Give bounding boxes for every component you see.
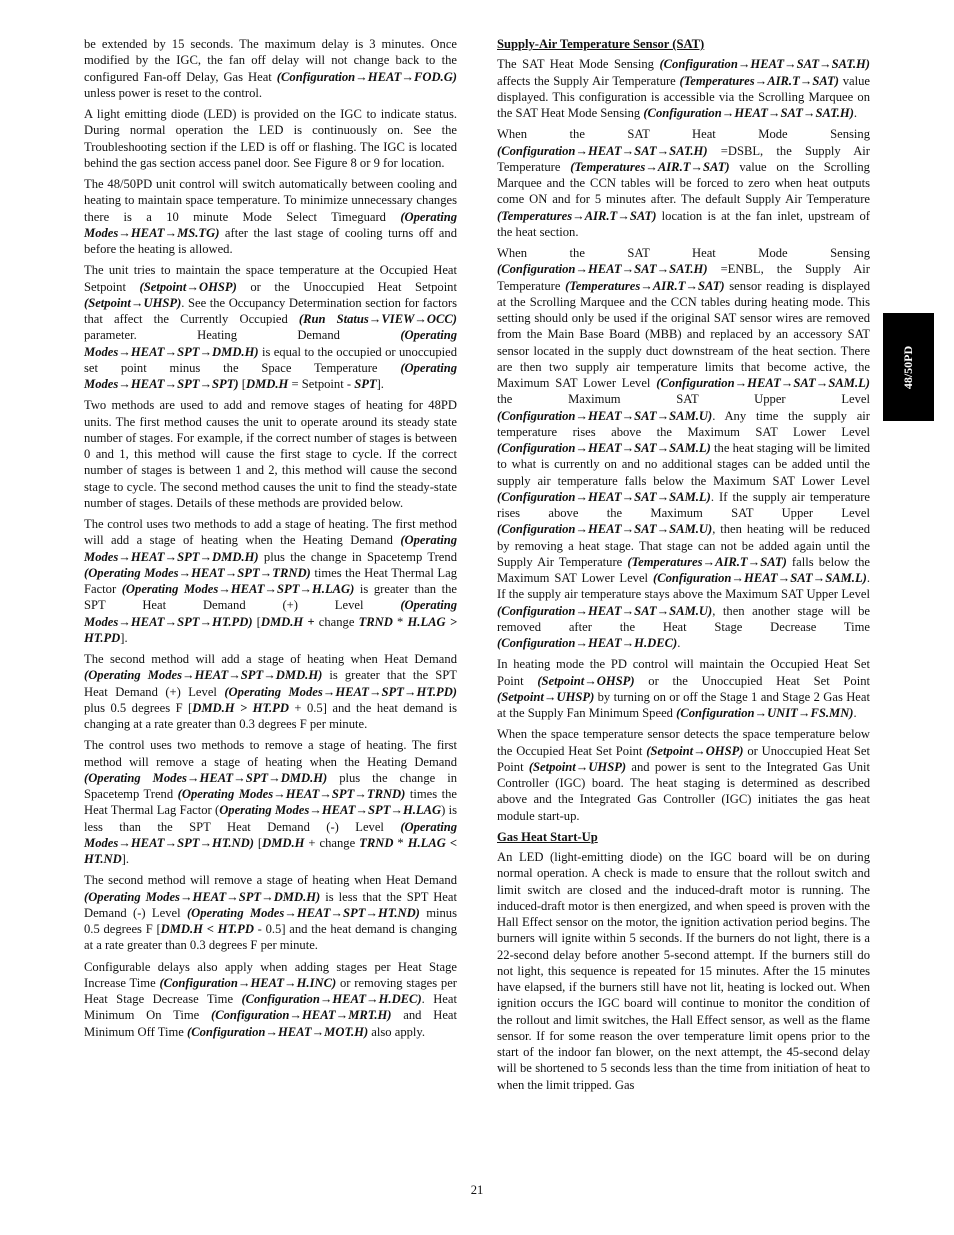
text-run: is greater that the SPT Heat Demand (+) Level <box>84 668 457 699</box>
parameter-reference: (Run Status→VIEW→OCC) <box>298 312 457 326</box>
parameter-reference: (Configuration→HEAT→SAT→SAM.U) <box>497 408 713 423</box>
parameter-reference: (Configuration→HEAT→MOT.H) <box>187 1024 369 1039</box>
parameter-reference: (Setpoint→OHSP) <box>139 279 237 294</box>
paragraph <box>84 516 457 646</box>
text-run: An LED (light‑emitting diode) on the IGC board will be on during normal operation. A check is made to ensure that the rollout switch and limit switch are closed and the induced‑draft motor is running. The induced‑draft motor is then energized, and when speed is proven with the Hall Effect sensor on the motor, the ignition activation period begins. The burners will ignite within 5 seconds. If the burners do not light, there is a 22‑second delay before another 5‑second attempt. If the burners still do not light, this sequence is repeated for 15 minutes. After the 15 minutes have elapsed, if the burners still have not lit, heating is locked out. When ignition occurs the IGC board will continue to monitor the condition of the rollout and limit switches, the Hall Effect sensor, as well as the flame sensor. If for some reason the over temperature limit opens prior to the start of the indoor fan blower, on the next attempt, the 45‑second delay will be shortened to 5 seconds less than the time from initiation of heat to when the limit tripped. Gas <box>497 850 870 1092</box>
text-run: parameter. Heating Demand <box>84 328 401 343</box>
parameter-reference: (Configuration→HEAT→MRT.H) <box>211 1008 392 1023</box>
text-run: , then another stage will be removed after the Heat Stage Decrease Time <box>497 603 870 634</box>
text-run: . Heat Minimum On Time <box>84 992 457 1023</box>
parameter-reference: (Operating Modes→HEAT→SPT→TRND) <box>177 787 406 801</box>
paragraph <box>497 726 870 824</box>
text-run: The SAT Heat Mode Sensing <box>497 57 660 72</box>
text-run: =ENBL, the Supply Air Temperature <box>497 262 870 293</box>
text-run: = Setpoint ‑ <box>288 377 355 391</box>
text-run: , then heating will be reduced by removing a heat stage. That stage can not be added again until the Supply Air Temperature <box>497 522 870 569</box>
parameter-reference: (Configuration→HEAT→SAT→SAM.L) <box>497 441 711 455</box>
parameter-reference: (Setpoint→UHSP) <box>497 689 595 704</box>
parameter-reference: DMD.H + <box>260 614 315 629</box>
text-run: + 0.5] and the heat demand is changing at a rate greater than 0.3 degrees F per minute. <box>84 700 457 731</box>
parameter-reference: DMD.H <box>245 377 289 391</box>
paragraph <box>84 737 457 867</box>
parameter-reference: (Operating Modes→HEAT→SPT→HT.PD) <box>84 598 457 629</box>
text-run: and power is sent to the Integrated Gas Unit Controller (IGC) board. The heat staging is determined as described above and the Integrated Gas Controller (IGC) initiates the gas heat module start‑up. <box>497 759 870 823</box>
text-run: times the Heat Thermal Lag Factor <box>84 565 458 596</box>
paragraph <box>84 397 457 511</box>
parameter-reference: Operating Modes→HEAT→SPT→H.LAG <box>219 803 442 818</box>
text-run: The control uses two methods to remove a stage of heating. The first method will remove a stage of heating when the Heating Demand <box>84 738 457 769</box>
text-run: affects the Supply Air Temperature <box>497 73 680 88</box>
text-run: In heating mode the PD control will maintain the Occupied Heat Set Point <box>497 657 870 688</box>
parameter-reference: (Operating Modes→HEAT→SPT→DMD.H) <box>84 889 321 904</box>
text-run: ]. <box>120 630 128 645</box>
text-run: The 48/50PD unit control will switch automatically between cooling and heating to maintain space temperature. To minimize unnecessary changes there is a 10 minute Mode Select Timeguard <box>84 177 457 224</box>
text-run: When the SAT Heat Mode Sensing <box>497 127 870 142</box>
text-run: or removing stages per Heat Stage Decrease Time <box>84 975 457 1006</box>
parameter-reference: (Operating Modes→HEAT→SPT→H.LAG) <box>121 582 355 596</box>
text-run: by turning on or off the Stage 1 and Stage 2 Gas Heat at the Supply Fan Minimum Speed <box>497 689 870 720</box>
text-run: + change <box>304 835 360 850</box>
side-tab-label: 48/50PD <box>901 345 915 389</box>
text-run: =DSBL, the Supply Air Temperature <box>497 143 870 174</box>
parameter-reference: (Temperatures→AIR.T→SAT) <box>497 208 657 223</box>
parameter-reference: (Operating Modes→HEAT→SPT→HT.ND) <box>186 905 420 920</box>
parameter-reference: (Configuration→HEAT→SAT→SAT.H) <box>643 106 854 120</box>
text-run: The second method will remove a stage of heating when Heat Demand <box>84 873 457 888</box>
text-run: The control uses two methods to add a stage of heating. The first method will add a stage of heating when the Heating Demand <box>84 517 457 548</box>
parameter-reference: DMD.H > HT.PD <box>192 700 289 715</box>
text-run: . See the Occupancy Determination section for factors that affect the Currently Occupied <box>84 295 457 326</box>
parameter-reference: (Operating Modes→HEAT→SPT→HT.PD) <box>224 684 457 699</box>
parameter-reference: (Configuration→HEAT→SAT→SAM.L) <box>656 376 870 390</box>
section-heading-sat: Supply‑Air Temperature Sensor (SAT) <box>497 37 705 51</box>
text-run: is equal to the occupied or unoccupied set point minus the Space Temperature <box>84 344 457 375</box>
text-run: ) is less than the SPT Heat Demand (‑) Level <box>84 803 457 834</box>
parameter-reference: (Temperatures→AIR.T→SAT) <box>565 278 725 293</box>
text-run: Two methods are used to add and remove stages of heating for 48PD units. The first method causes the unit to operate around its steady state number of stages. For example, if the correct number of stages is between 0 and 1, this method will cause the first stage to cycle. If the correct number of stages is between 1 and 2, this method will cause the second stage to cycle. The second method causes the unit to find the steady‑state number of stages. Details of these methods are provided below. <box>84 398 457 510</box>
text-run: minus 0.5 degrees F [ <box>84 905 457 936</box>
text-run: . <box>853 106 858 120</box>
parameter-reference: (Configuration→HEAT→SAT→SAM.U) <box>497 522 713 537</box>
text-run: change <box>314 614 359 629</box>
text-run: . <box>677 636 681 650</box>
parameter-reference: (Configuration→HEAT→SAT→SAT.H) <box>659 57 870 72</box>
parameter-reference: (Operating Modes→HEAT→SPT→HT.ND) <box>84 819 457 850</box>
text-run: sensor reading is displayed at the Scrolling Marquee and the CCN tables during heating mode. This setting should only be used if the original SAT sensor wires are removed from the Main Base Board (MBB) and replaced by an accessory SAT sensor located in the supply duct downstream of the heat section. There are then two supply air temperature limits that become active, the Maximum SAT Lower Level <box>497 278 870 390</box>
text-run: unless power is reset to the control. <box>84 85 263 100</box>
parameter-reference: (Operating Modes→HEAT→SPT→DMD.H) <box>84 770 328 785</box>
text-run: ]. <box>121 852 130 866</box>
parameter-reference: (Configuration→HEAT→SAT→SAM.L) <box>653 571 867 585</box>
text-run: value on the Scrolling Marquee and the CCN tables will be forced to zero when heat outputs come ON and for 5 minutes after. The default Supply Air Temperature <box>497 159 870 207</box>
parameter-reference: (Configuration→HEAT→H.DEC) <box>241 992 422 1006</box>
parameter-reference: (Operating Modes→HEAT→SPT→DMD.H) <box>84 668 323 683</box>
left-column <box>84 36 457 1045</box>
parameter-reference: H.LAG < HT.ND <box>84 835 458 866</box>
text-run: . Any time the supply air temperature rises above the Maximum SAT Lower Level <box>497 408 870 439</box>
text-run: or Unoccupied Heat Set Point <box>497 743 870 774</box>
text-run: the Maximum SAT Upper Level <box>497 392 870 407</box>
text-run: Configurable delays also apply when adding stages per Heat Stage Increase Time <box>84 959 457 990</box>
text-run: * <box>392 614 408 629</box>
parameter-reference: (Configuration→UNIT→FS.MN) <box>676 706 854 720</box>
text-run: ‑ 0.5] and the heat demand is changing at a rate greater than 0.3 degrees F per minute. <box>84 922 458 953</box>
paragraph <box>84 262 457 392</box>
text-run: also apply. <box>368 1024 426 1039</box>
section-heading-gas-heat-startup: Gas Heat Start‑Up <box>497 829 598 844</box>
parameter-reference: (Configuration→HEAT→SAT→SAM.L) <box>497 489 711 504</box>
parameter-reference: (Configuration→HEAT→SAT→SAT.H) <box>497 262 708 277</box>
parameter-reference: (Configuration→HEAT→FOD.G) <box>276 69 457 84</box>
paragraph <box>84 176 457 257</box>
parameter-reference: SPT <box>354 377 377 391</box>
text-run: When the space temperature sensor detects the space temperature below the Occupied Heat Set Point <box>497 727 870 758</box>
paragraph <box>84 106 457 171</box>
paragraph <box>497 656 870 721</box>
paragraph <box>497 56 870 121</box>
paragraph <box>84 959 457 1040</box>
text-run: value displayed. This configuration is accessible via the Scrolling Marquee on the SAT Heat Mode Sensing <box>497 73 871 120</box>
text-run: A light emitting diode (LED) is provided on the IGC to indicate status. During normal operation the LED is continuously on. See the Troubleshooting section if the LED is off or flashing. The IGC is located behind the gas section access panel door. See Figure 8 or 9 for location. <box>84 107 457 170</box>
paragraph <box>497 245 870 651</box>
text-run: The unit tries to maintain the space temperature at the Occupied Heat Setpoint <box>84 263 457 294</box>
parameter-reference: (Temperatures→AIR.T→SAT) <box>627 554 787 569</box>
parameter-reference: (Configuration→HEAT→H.DEC) <box>497 636 678 650</box>
parameter-reference: DMD.H <box>262 835 305 850</box>
parameter-reference: (Operating Modes→HEAT→SPT→DMD.H) <box>84 533 457 564</box>
text-run: is greater than the SPT Heat Demand (+) Level <box>84 582 457 613</box>
parameter-reference: (Operating Modes→HEAT→SPT→SPT) <box>84 360 457 391</box>
parameter-reference: (Setpoint→OHSP) <box>646 743 744 758</box>
text-run: plus the change in Spacetemp Trend <box>258 549 457 564</box>
paragraph <box>84 36 457 101</box>
text-run: plus the change in Spacetemp Trend <box>84 770 457 801</box>
parameter-reference: (Temperatures→AIR.T→SAT) <box>679 73 839 88</box>
text-run: [ <box>252 614 261 629</box>
paragraph <box>84 651 457 732</box>
right-column <box>497 36 870 1098</box>
text-run: When the SAT Heat Mode Sensing <box>497 246 870 260</box>
text-run: . If the supply air temperature stays above the Maximum SAT Upper Level <box>497 571 870 602</box>
text-run: or the Unoccupied Heat Setpoint <box>236 279 457 294</box>
text-run: is less that the SPT Heat Demand (‑) Level <box>84 889 457 920</box>
page-number: 21 <box>470 1183 484 1197</box>
paragraph <box>497 849 870 1093</box>
paragraph <box>497 126 870 240</box>
parameter-reference: (Configuration→HEAT→H.INC) <box>159 975 337 990</box>
text-run: and Heat Minimum Off Time <box>84 1008 458 1039</box>
text-run: . If the supply air temperature rises above the Maximum SAT Upper Level <box>497 489 870 520</box>
parameter-reference: (Setpoint→OHSP) <box>537 673 635 688</box>
text-run: times the Heat Thermal Lag Factor ( <box>84 787 458 818</box>
text-run: . <box>853 706 857 720</box>
text-run: location is at the fan inlet, upstream of the heat section. <box>497 208 870 239</box>
parameter-reference: (Operating Modes→HEAT→SPT→TRND) <box>84 565 311 580</box>
parameter-reference: DMD.H < HT.PD <box>160 922 254 936</box>
text-run: * <box>393 835 408 850</box>
text-run: or the Unoccupied Heat Set Point <box>634 673 871 688</box>
parameter-reference: (Setpoint→UHSP) <box>84 295 182 310</box>
parameter-reference: TRND <box>359 835 394 850</box>
text-run: after the last stage of cooling turns off and before the heating is allowed. <box>84 225 457 256</box>
text-run: [ <box>238 377 246 391</box>
parameter-reference: (Configuration→HEAT→SAT→SAM.U) <box>497 603 713 618</box>
parameter-reference: H.LAG > HT.PD <box>84 614 457 645</box>
parameter-reference: (Operating Modes→HEAT→MS.TG) <box>84 209 457 240</box>
parameter-reference: (Configuration→HEAT→SAT→SAT.H) <box>497 143 708 158</box>
parameter-reference: (Setpoint→UHSP) <box>528 759 627 774</box>
text-run: plus 0.5 degrees F [ <box>84 700 193 715</box>
parameter-reference: TRND <box>358 614 393 629</box>
parameter-reference: (Operating Modes→HEAT→SPT→DMD.H) <box>84 328 457 359</box>
parameter-reference: (Temperatures→AIR.T→SAT) <box>570 159 730 174</box>
model-side-tab <box>883 313 934 421</box>
text-run: falls below the Maximum SAT Lower Level <box>497 554 871 585</box>
paragraph <box>84 872 457 953</box>
text-run: The second method will add a stage of heating when Heat Demand <box>84 652 457 666</box>
text-run: [ <box>253 835 263 850</box>
text-run: the heat staging will be limited to what is currently on and no additional stages can be added until the supply air temperature falls below the Maximum SAT Lower Level <box>497 441 870 488</box>
text-run: ]. <box>376 377 384 391</box>
text-run: be extended by 15 seconds. The maximum delay is 3 minutes. Once modified by the IGC, the fan off delay will not change back to the configured Fan‑off Delay, Gas Heat <box>84 37 457 84</box>
